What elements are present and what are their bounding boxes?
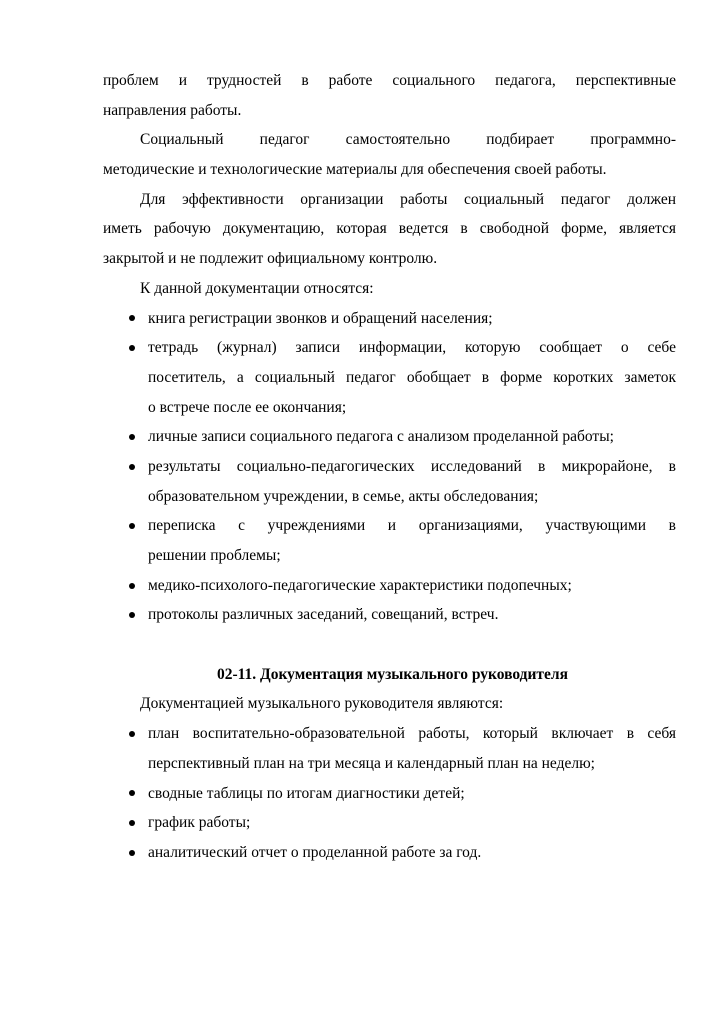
- list-item: [103, 511, 676, 570]
- list-item-line: аналитический отчет о проделанной работе за год.: [148, 843, 482, 861]
- paragraph-line: направления работы.: [103, 101, 242, 119]
- list-item-line: переписка с учреждениями и организациями, участвующими в: [148, 517, 676, 535]
- paragraph-line: Для эффективности организации работы социальный педагог должен: [140, 190, 676, 208]
- bullet-icon: [126, 304, 138, 334]
- list-item: [103, 304, 676, 334]
- list-item-line: о встрече после ее окончания;: [148, 398, 347, 416]
- list-item: [103, 333, 676, 422]
- intro-paragraph: [103, 66, 676, 125]
- list-item-line: личные записи социального педагога с анализом проделанной работы;: [148, 428, 614, 446]
- list-item: [103, 838, 676, 868]
- bullet-icon: [126, 511, 138, 541]
- document-page: [103, 66, 676, 868]
- paragraph-line: закрытой и не подлежит официальному контролю.: [103, 250, 438, 268]
- list-item: [103, 600, 676, 630]
- bullet-icon: [126, 808, 138, 838]
- bullet-icon: [126, 600, 138, 630]
- list-item: [103, 422, 676, 452]
- paragraph-program-materials: [103, 125, 676, 184]
- section-spacer: [103, 630, 676, 660]
- list-item: [103, 779, 676, 809]
- bullet-icon: [126, 779, 138, 809]
- documentation-list: [103, 304, 676, 631]
- paragraph-line: Социальный педагог самостоятельно подбирает программно-: [140, 131, 676, 149]
- list-item-line: результаты социально-педагогических исследований в микрорайоне, в: [148, 457, 676, 475]
- paragraph-line: проблем и трудностей в работе социального педагога, перспективные: [103, 72, 676, 89]
- list-intro: К данной документации относятся:: [140, 279, 374, 297]
- bullet-icon: [126, 422, 138, 452]
- list-item-line: перспективный план на три месяца и календарный план на неделю;: [148, 754, 595, 772]
- list-item: [103, 719, 676, 778]
- list-item-line: протоколы различных заседаний, совещаний, встреч.: [148, 606, 499, 624]
- list-item-line: образовательном учреждении, в семье, акты обследования;: [148, 487, 539, 505]
- bullet-icon: [126, 719, 138, 749]
- bullet-icon: [126, 571, 138, 601]
- list-item-line: сводные таблицы по итогам диагностики детей;: [148, 784, 465, 802]
- list-item: [103, 452, 676, 511]
- list-item: [103, 571, 676, 601]
- section-heading: 02-11. Документация музыкального руководителя: [216, 665, 568, 683]
- list-item-line: посетитель, а социальный педагог обобщает в форме коротких заметок: [148, 368, 676, 386]
- list-item-line: тетрадь (журнал) записи информации, которую сообщает о себе: [148, 339, 676, 357]
- list-item-line: медико-психолого-педагогические характеристики подопечных;: [148, 576, 572, 594]
- bullet-icon: [126, 838, 138, 868]
- list-item-line: график работы;: [148, 814, 251, 832]
- paragraph-documentation: [103, 185, 676, 274]
- list-item: [103, 808, 676, 838]
- section-intro: Документацией музыкального руководителя являются:: [140, 695, 504, 713]
- list-item-line: план воспитательно-образовательной работы, который включает в себя: [148, 725, 676, 743]
- paragraph-line: иметь рабочую документацию, которая ведется в свободной форме, является: [103, 220, 676, 238]
- list-item-line: решении проблемы;: [148, 547, 281, 564]
- bullet-icon: [126, 452, 138, 482]
- list-item-line: книга регистрации звонков и обращений населения;: [148, 309, 493, 327]
- bullet-icon: [126, 333, 138, 363]
- paragraph-line: методические и технологические материалы для обеспечения своей работы.: [103, 161, 607, 179]
- music-documentation-list: [103, 719, 676, 867]
